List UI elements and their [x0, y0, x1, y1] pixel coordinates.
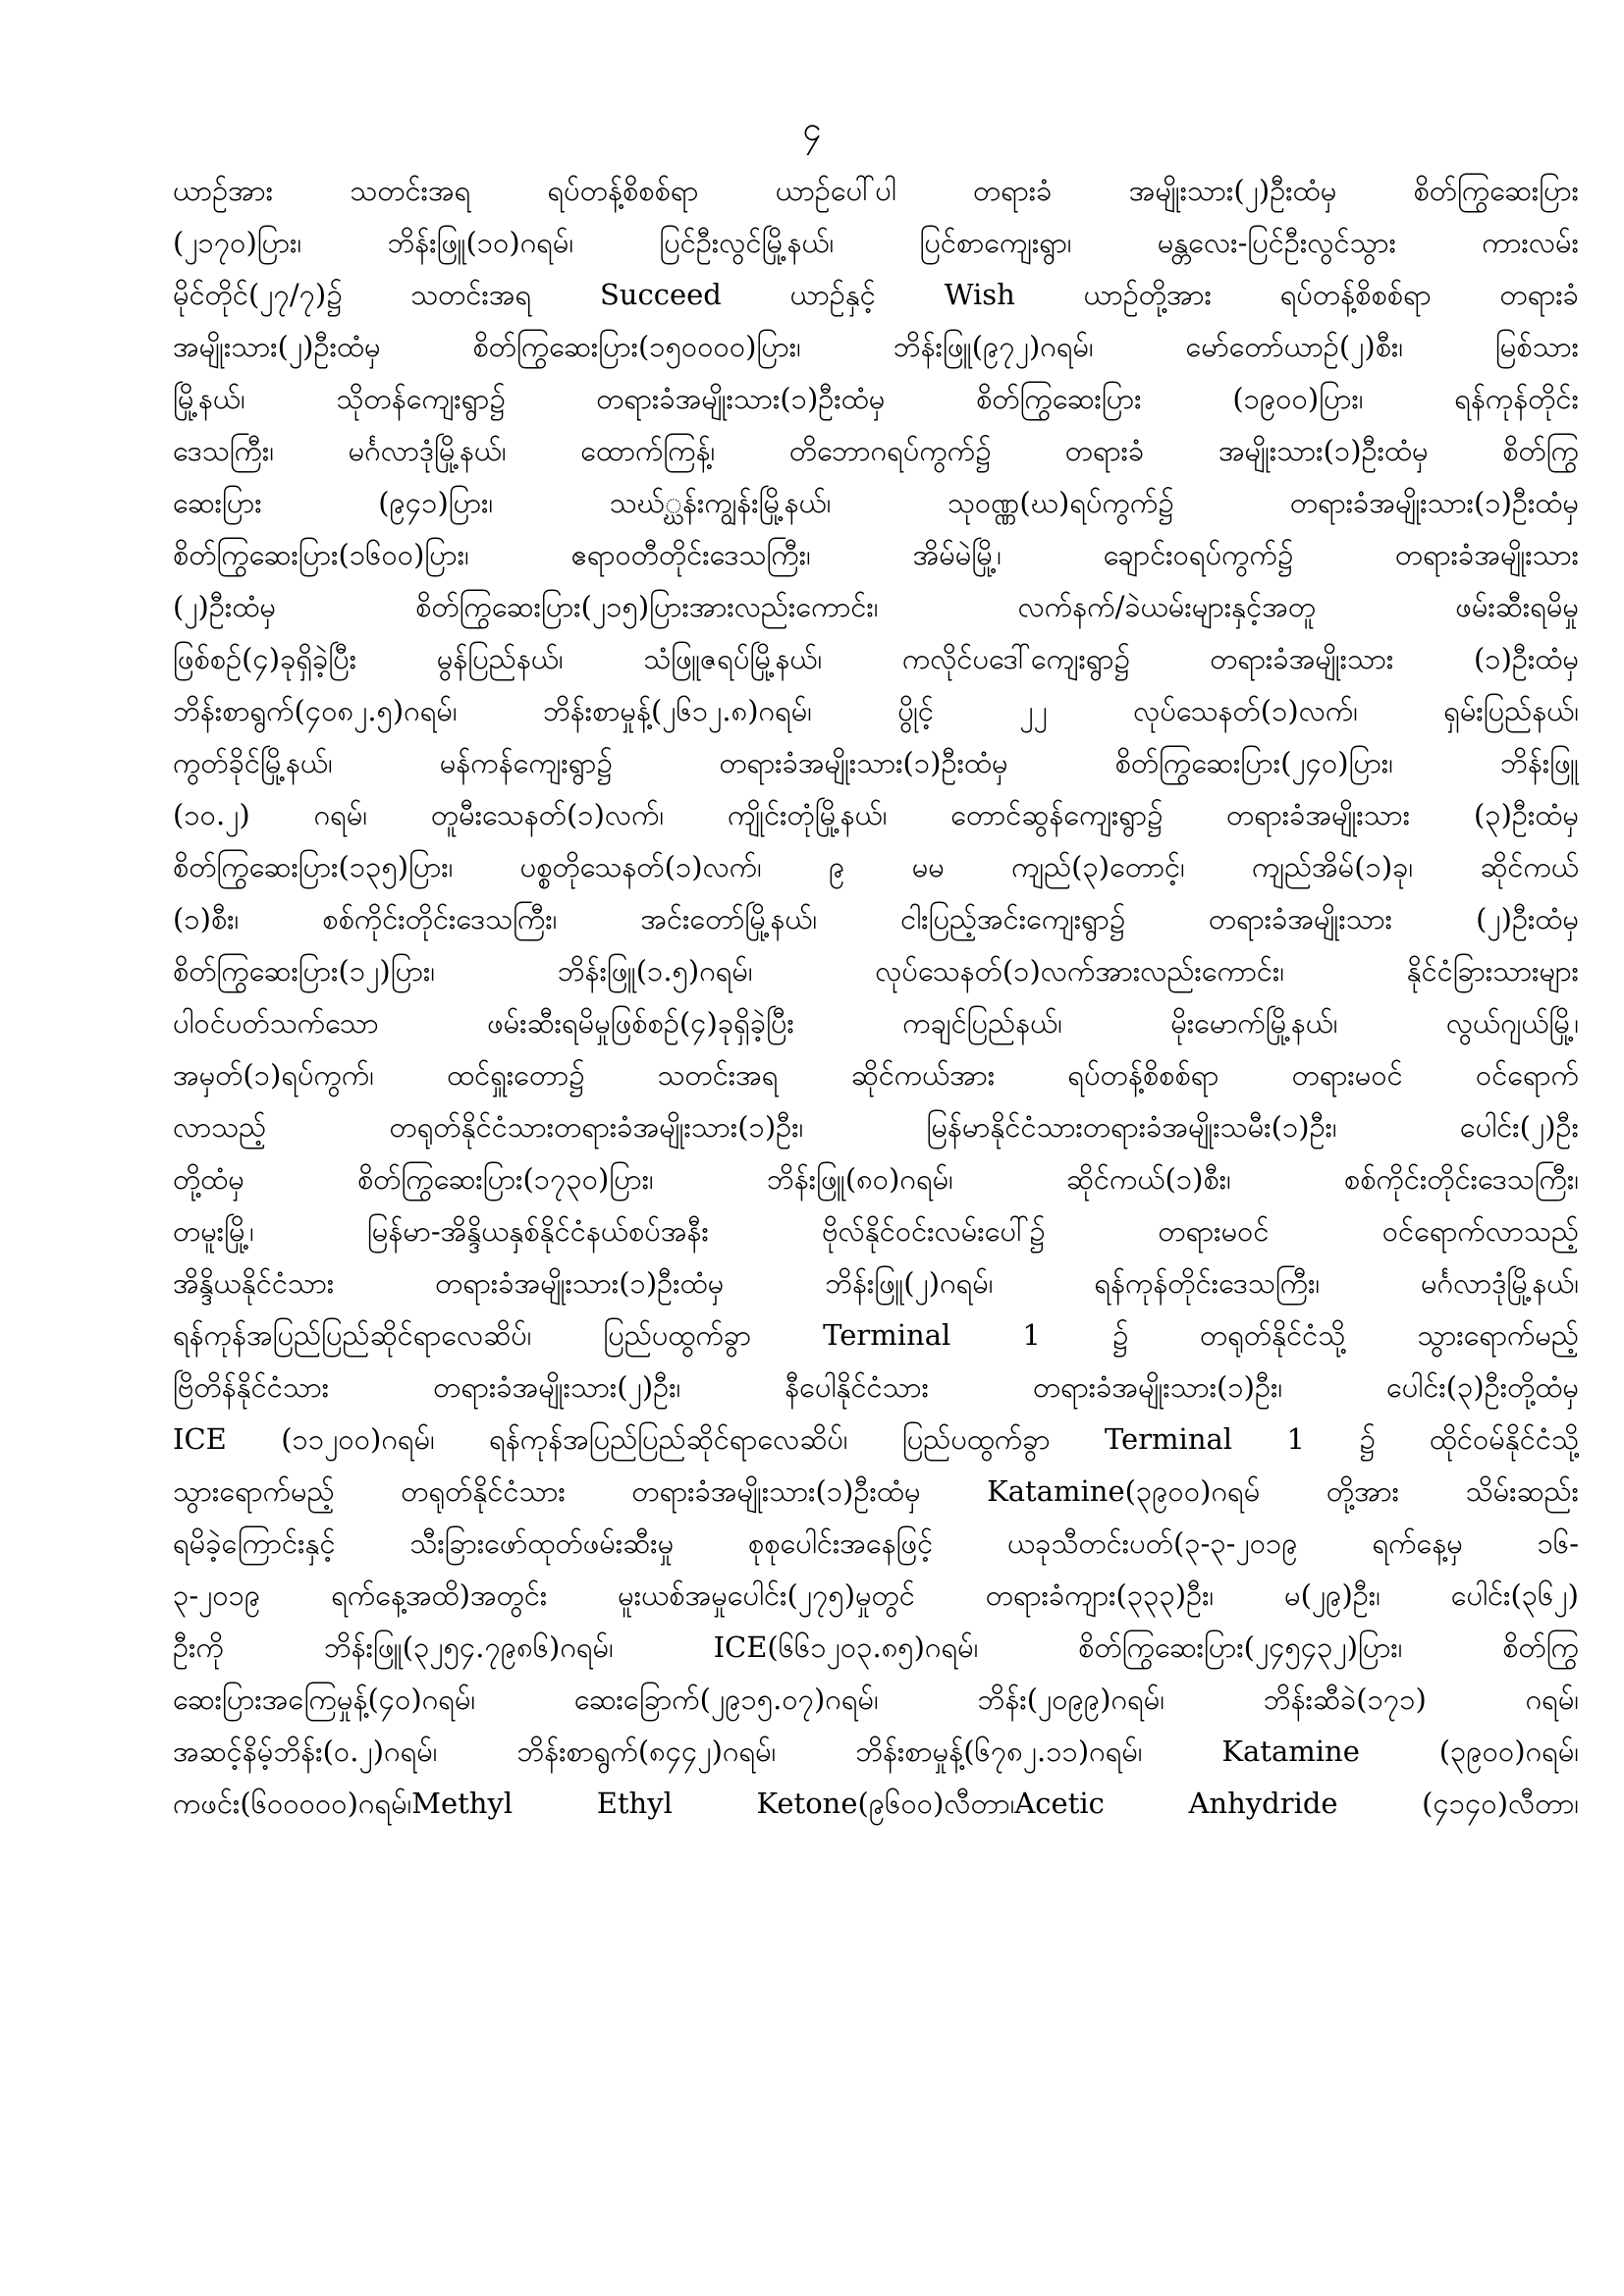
text-line: ဗြိတိန်နိုင်ငံသား တရားခံအမျိုးသား(၂)ဦး၊ နီပေါနိုင်ငံသား တရားခံအမျိုးသား(၁)ဦး၊ ပေါင်း(၃)ဦးတို့ထံမှ: [173, 1370, 1579, 1404]
text-line: အမှတ်(၁)ရပ်ကွက်၊ ထင်ရှူးတော၌ သတင်းအရ ဆိုင်ကယ်အား ရပ်တန့်စိစစ်ရာ တရားမဝင် ဝင်ရောက်: [173, 1058, 1579, 1092]
text-line: ၃-၂၀၁၉ ရက်နေ့အထိ)အတွင်း မူးယစ်အမှုပေါင်း(၂၇၅)မှုတွင် တရားခံကျား(၃၃၃)ဦး၊ မ(၂၉)ဦး၊ ပေါင်း(၃၆၂): [173, 1578, 1579, 1612]
text-line: ဖြစ်စဉ်(၄)ခုရှိခဲ့ပြီး မွန်ပြည်နယ်၊ သံဖြူဇရပ်မြို့နယ်၊ ကလိုင်ပဒေါ်ကျေးရွာ၌ တရားခံအမျိုးသား (၁)ဦးထံမှ: [173, 642, 1579, 675]
text-line: စိတ်ကြွဆေးပြား(၁၂)ပြား၊ ဘိန်းဖြူ(၁.၅)ဂရမ်၊ လုပ်သေနတ်(၁)လက်အားလည်းကောင်း၊ နိုင်ငံခြားသားများ: [173, 954, 1579, 988]
text-line: မြို့နယ်၊ သိုတန်ကျေးရွာ၌ တရားခံအမျိုးသား(၁)ဦးထံမှ စိတ်ကြွဆေးပြား (၁၉၀၀)ပြား၊ ရန်ကုန်တိုင်း: [173, 382, 1579, 415]
text-line: ရန်ကုန်အပြည်ပြည်ဆိုင်ရာလေဆိပ်၊ ပြည်ပထွက်ခွာ Terminal 1 ၌ တရုတ်နိုင်ငံသို့ သွားရောက်မည့်: [173, 1318, 1579, 1352]
text-line: ICE (၁၁၂၀၀)ဂရမ်၊ ရန်ကုန်အပြည်ပြည်ဆိုင်ရာလေဆိပ်၊ ပြည်ပထွက်ခွာ Terminal 1 ၌ ထိုင်ဝမ်နိုင်ငံသို့: [173, 1422, 1579, 1456]
text-line: ဦးကို ဘိန်းဖြူ(၃၂၅၄.၇၉၈၆)ဂရမ်၊ ICE(၆၆၁၂၀၃.၈၅)ဂရမ်၊ စိတ်ကြွဆေးပြား(၂၄၅၄၃၂)ပြား၊ စိတ်ကြွ: [173, 1630, 1579, 1664]
text-line: တမူးမြို့၊ မြန်မာ-အိန္ဒိယနှစ်နိုင်ငံနယ်စပ်အနီး ဗိုလ်နိုင်ဝင်းလမ်းပေါ်၌ တရားမဝင် ဝင်ရောက်လာသည့်: [173, 1214, 1579, 1248]
text-line: (၂)ဦးထံမှ စိတ်ကြွဆေးပြား(၂၁၅)ပြားအားလည်းကောင်း၊ လက်နက်/ခဲယမ်းများနှင့်အတူ ဖမ်းဆီးရမိမှု: [173, 590, 1579, 623]
text-line: တို့ထံမှ စိတ်ကြွဆေးပြား(၁၇၃၀)ပြား၊ ဘိန်းဖြူ(၈၀)ဂရမ်၊ ဆိုင်ကယ်(၁)စီး၊ စစ်ကိုင်းတိုင်းဒေသကြီး၊: [173, 1162, 1579, 1196]
text-line: (၁၀.၂) ဂရမ်၊ တူမီးသေနတ်(၁)လက်၊ ကျိုင်းတုံမြို့နယ်၊ တောင်ဆွန်ကျေးရွာ၌ တရားခံအမျိုးသား (၃)ဦးထံမှ: [173, 798, 1579, 831]
text-line: ရမိခဲ့ကြောင်းနှင့် သီးခြားဖော်ထုတ်ဖမ်းဆီးမှု စုစုပေါင်းအနေဖြင့် ယခုသီတင်းပတ်(၃-၃-၂၀၁၉ ရက်နေ့မှ ၁၆-: [173, 1526, 1579, 1560]
text-line: (၂၁၇၀)ပြား၊ ဘိန်းဖြူ(၁၀)ဂရမ်၊ ပြင်ဦးလွင်မြို့နယ်၊ ပြင်စာကျေးရွာ၊ မန္တလေး-ပြင်ဦးလွင်သွား ကားလမ်း: [173, 226, 1579, 259]
text-line: ပါဝင်ပတ်သက်သော ဖမ်းဆီးရမိမှုဖြစ်စဉ်(၄)ခုရှိခဲ့ပြီး ကချင်ပြည်နယ်၊ မိုးမောက်မြို့နယ်၊ လွယ်ဂျယ်မြို့၊: [173, 1006, 1579, 1040]
text-line: ဆေးပြား (၉၄၁)ပြား၊ သဃ်္ဃန်းကျွန်းမြို့နယ်၊ သုဝဏ္ဏ(ဃ)ရပ်ကွက်၌ တရားခံအမျိုးသား(၁)ဦးထံမှ: [173, 486, 1579, 519]
text-line: (၁)စီး၊ စစ်ကိုင်းတိုင်းဒေသကြီး၊ အင်းတော်မြို့နယ်၊ ငါးပြည့်အင်းကျေးရွာ၌ တရားခံအမျိုးသား (၂)ဦးထံမှ: [173, 902, 1579, 935]
text-line: ယာဉ်အား သတင်းအရ ရပ်တန့်စိစစ်ရာ ယာဉ်ပေါ်ပါ တရားခံ အမျိုးသား(၂)ဦးထံမှ စိတ်ကြွဆေးပြား: [173, 174, 1579, 207]
body-paragraph: [173, 165, 1579, 1830]
text-line: ဆေးပြားအကြေမှုန့်(၄၀)ဂရမ်၊ ဆေးခြောက်(၂၉၁၅.၀၇)ဂရမ်၊ ဘိန်း(၂၀၉၉)ဂရမ်၊ ဘိန်းဆီခဲ(၁၇၁) ဂရမ်၊: [173, 1682, 1579, 1716]
text-line: စိတ်ကြွဆေးပြား(၁၃၅)ပြား၊ ပစ္စတိုသေနတ်(၁)လက်၊ ၉ မမ ကျည်(၃)တောင့်၊ ကျည်အိမ်(၁)ခု၊ ဆိုင်ကယ်: [173, 850, 1579, 883]
text-line: သွားရောက်မည့် တရုတ်နိုင်ငံသား တရားခံအမျိုးသား(၁)ဦးထံမှ Katamine(၃၉၀၀)ဂရမ် တို့အား သိမ်းဆည်း: [173, 1474, 1579, 1508]
text-line: လာသည့် တရုတ်နိုင်ငံသားတရားခံအမျိုးသား(၁)ဦး၊ မြန်မာနိုင်ငံသားတရားခံအမျိုးသမီး(၁)ဦး၊ ပေါင်း(၂)ဦး: [173, 1110, 1579, 1144]
text-line: အမျိုးသား(၂)ဦးထံမှ စိတ်ကြွဆေးပြား(၁၅၀၀၀၀)ပြား၊ ဘိန်းဖြူ(၉၇၂)ဂရမ်၊ မော်တော်ယာဉ်(၂)စီး၊ မြစ်သား: [173, 330, 1579, 363]
text-line: ဘိန်းစာရွက်(၄၀၈၂.၅)ဂရမ်၊ ဘိန်းစာမှုန့်(၂၆၁၂.၈)ဂရမ်၊ ပွိုင့် ၂၂ လုပ်သေနတ်(၁)လက်၊ ရှမ်းပြည်နယ်၊: [173, 694, 1579, 727]
page-number: ၄: [802, 110, 822, 149]
text-line: မိုင်တိုင်(၂၇/၇)၌ သတင်းအရ Succeed ယာဉ်နှင့် Wish ယာဉ်တို့အား ရပ်တန့်စိစစ်ရာ တရားခံ: [173, 278, 1579, 311]
text-line: ကွတ်ခိုင်မြို့နယ်၊ မန်ကန်ကျေးရွာ၌ တရားခံအမျိုးသား(၁)ဦးထံမှ စိတ်ကြွဆေးပြား(၂၄၀)ပြား၊ ဘိန်းဖြူ: [173, 746, 1579, 779]
text-line: စိတ်ကြွဆေးပြား(၁၆၀၀)ပြား၊ ဧရာဝတီတိုင်းဒေသကြီး၊ အိမ်မဲမြို့၊ ချောင်းဝရပ်ကွက်၌ တရားခံအမျိုးသား: [173, 538, 1579, 571]
text-line: ကဖင်း(၆၀၀၀၀၀)ဂရမ်၊Methyl Ethyl Ketone(၉၆၀၀)လီတာ၊Acetic Anhydride (၄၁၄၀)လီတာ၊: [173, 1787, 1579, 1820]
text-line: ဒေသကြီး၊ မင်္ဂလာဒုံမြို့နယ်၊ ထောက်ကြန့်၊ တိဘောဂရပ်ကွက်၌ တရားခံ အမျိုးသား(၁)ဦးထံမှ စိတ်ကြွ: [173, 434, 1579, 467]
text-line: အိန္ဒိယနိုင်ငံသား တရားခံအမျိုးသား(၁)ဦးထံမှ ဘိန်းဖြူ(၂)ဂရမ်၊ ရန်ကုန်တိုင်းဒေသကြီး၊ မင်္ဂလာဒုံမြို့နယ်၊: [173, 1266, 1579, 1300]
text-line: အဆင့်နိမ့်ဘိန်း(၀.၂)ဂရမ်၊ ဘိန်းစာရွက်(၈၄၄၂)ဂရမ်၊ ဘိန်းစာမှုန့်(၆၇၈၂.၁၁)ဂရမ်၊ Katamine (၃၉၀၀)ဂရမ်၊: [173, 1735, 1579, 1768]
